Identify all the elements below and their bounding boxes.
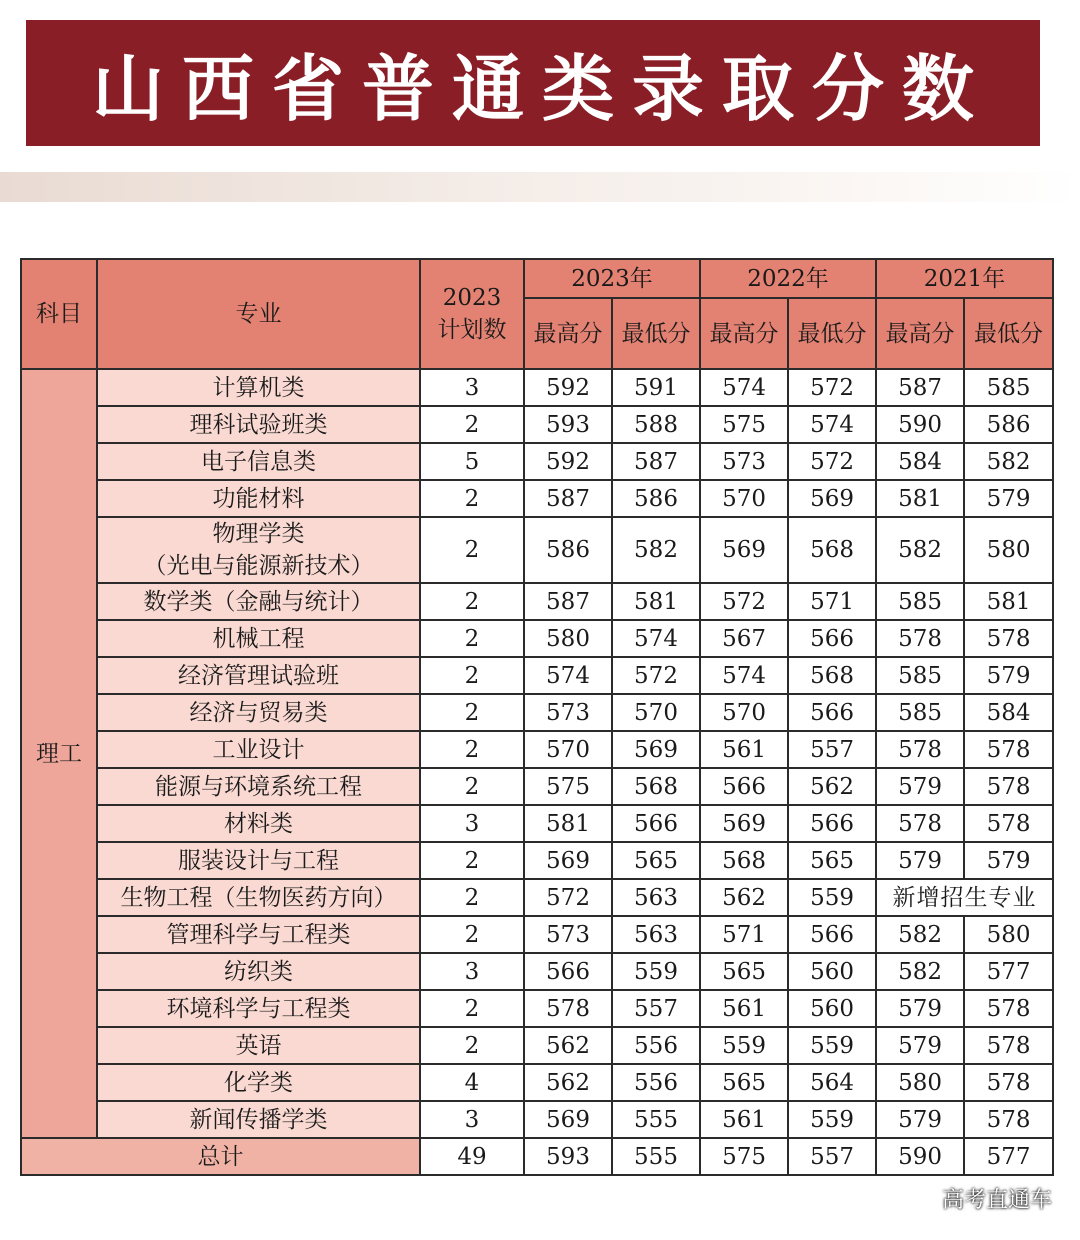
major-cell — [97, 879, 420, 916]
plan-cell: 2 — [420, 916, 524, 953]
score-cell: 566 — [788, 694, 876, 731]
score-cell: 556 — [612, 1064, 700, 1101]
score-cell: 562 — [524, 1027, 612, 1064]
score-cell: 568 — [788, 657, 876, 694]
admission-score-table — [20, 258, 1054, 1176]
score-cell: 557 — [788, 731, 876, 768]
plan-cell: 3 — [420, 1101, 524, 1138]
score-cell: 582 — [612, 517, 700, 583]
score-cell: 591 — [612, 369, 700, 406]
header-min-2021: 最低分 — [964, 298, 1053, 369]
plan-cell: 2 — [420, 480, 524, 517]
major-cell — [97, 443, 420, 480]
note-cell: 新增招生专业 — [876, 879, 1053, 916]
score-cell: 569 — [700, 517, 788, 583]
score-cell: 566 — [788, 620, 876, 657]
plan-cell: 2 — [420, 1027, 524, 1064]
score-cell: 578 — [876, 805, 964, 842]
score-cell: 566 — [788, 916, 876, 953]
score-cell: 579 — [876, 842, 964, 879]
score-cell: 566 — [700, 768, 788, 805]
score-cell: 562 — [524, 1064, 612, 1101]
major-cell — [97, 805, 420, 842]
major-cell — [97, 1027, 420, 1064]
major-name: 物理学类 （光电与能源新技术） — [143, 521, 374, 579]
major-cell — [97, 953, 420, 990]
score-cell: 578 — [964, 620, 1053, 657]
score-cell: 560 — [788, 953, 876, 990]
score-cell: 574 — [612, 620, 700, 657]
plan-cell: 2 — [420, 768, 524, 805]
score-cell: 565 — [788, 842, 876, 879]
score-cell: 579 — [964, 842, 1053, 879]
score-cell: 561 — [700, 1101, 788, 1138]
major-name: 纺织类 — [224, 958, 293, 985]
major-name: 材料类 — [224, 810, 293, 837]
score-cell: 578 — [964, 1101, 1053, 1138]
score-cell: 587 — [524, 480, 612, 517]
page-title: 山西省普通类录取分数 — [91, 47, 992, 131]
score-cell: 579 — [876, 990, 964, 1027]
major-cell — [97, 842, 420, 879]
major-cell — [97, 620, 420, 657]
table-row — [21, 583, 1053, 620]
score-cell: 578 — [964, 1064, 1053, 1101]
score-cell: 565 — [700, 1064, 788, 1101]
header-subject: 科目 — [21, 259, 97, 369]
table-row — [21, 916, 1053, 953]
score-cell: 561 — [700, 731, 788, 768]
score-cell: 585 — [876, 583, 964, 620]
table-row — [21, 657, 1053, 694]
score-cell: 570 — [612, 694, 700, 731]
plan-cell: 2 — [420, 657, 524, 694]
table-row — [21, 369, 1053, 406]
table-row — [21, 805, 1053, 842]
table-row — [21, 842, 1053, 879]
score-cell: 574 — [788, 406, 876, 443]
score-cell: 581 — [876, 480, 964, 517]
score-cell: 582 — [876, 916, 964, 953]
score-cell: 578 — [964, 805, 1053, 842]
score-cell: 571 — [788, 583, 876, 620]
major-name: 数学类（金融与统计） — [143, 588, 374, 615]
score-cell: 563 — [612, 916, 700, 953]
header-max-2023: 最高分 — [524, 298, 612, 369]
total-score: 557 — [788, 1138, 876, 1175]
score-cell: 574 — [700, 657, 788, 694]
score-cell: 572 — [788, 369, 876, 406]
major-name: 功能材料 — [212, 485, 305, 512]
score-cell: 574 — [524, 657, 612, 694]
score-cell: 559 — [788, 879, 876, 916]
score-cell: 559 — [788, 1101, 876, 1138]
plan-cell: 2 — [420, 694, 524, 731]
score-cell: 579 — [964, 480, 1053, 517]
score-cell: 582 — [876, 517, 964, 583]
score-cell: 573 — [700, 443, 788, 480]
major-cell — [97, 916, 420, 953]
header-year-2021: 2021年 — [876, 259, 1053, 298]
title-banner — [26, 20, 1040, 146]
score-cell: 569 — [612, 731, 700, 768]
plan-cell: 2 — [420, 406, 524, 443]
table-row — [21, 406, 1053, 443]
watermark: 高考直通车 — [941, 1188, 1052, 1213]
major-name: 新闻传播学类 — [189, 1106, 328, 1133]
score-cell: 561 — [700, 990, 788, 1027]
table-row — [21, 517, 1053, 583]
score-cell: 566 — [788, 805, 876, 842]
score-cell: 578 — [876, 731, 964, 768]
score-cell: 572 — [700, 583, 788, 620]
score-cell: 567 — [700, 620, 788, 657]
score-cell: 581 — [612, 583, 700, 620]
major-cell — [97, 583, 420, 620]
header-max-2022: 最高分 — [700, 298, 788, 369]
score-cell: 569 — [524, 1101, 612, 1138]
table-row — [21, 1027, 1053, 1064]
table-row — [21, 990, 1053, 1027]
score-cell: 580 — [524, 620, 612, 657]
total-plan: 49 — [420, 1138, 524, 1175]
score-cell: 577 — [964, 953, 1053, 990]
table-row — [21, 694, 1053, 731]
score-cell: 575 — [524, 768, 612, 805]
plan-cell: 2 — [420, 620, 524, 657]
score-cell: 569 — [788, 480, 876, 517]
score-cell: 586 — [964, 406, 1053, 443]
major-name: 化学类 — [224, 1069, 293, 1096]
score-cell: 568 — [788, 517, 876, 583]
decorative-divider — [0, 172, 1080, 202]
major-cell — [97, 1064, 420, 1101]
score-cell: 593 — [524, 406, 612, 443]
score-cell: 586 — [524, 517, 612, 583]
major-name: 计算机类 — [212, 374, 305, 401]
major-name: 电子信息类 — [201, 448, 316, 475]
total-score: 555 — [612, 1138, 700, 1175]
major-name: 能源与环境系统工程 — [155, 773, 362, 800]
score-cell: 587 — [612, 443, 700, 480]
score-cell: 556 — [612, 1027, 700, 1064]
score-cell: 580 — [876, 1064, 964, 1101]
plan-cell: 2 — [420, 731, 524, 768]
score-cell: 592 — [524, 369, 612, 406]
plan-cell: 2 — [420, 990, 524, 1027]
major-name: 管理科学与工程类 — [166, 921, 351, 948]
score-cell: 579 — [876, 1027, 964, 1064]
major-cell — [97, 406, 420, 443]
score-cell: 578 — [964, 1027, 1053, 1064]
major-cell — [97, 768, 420, 805]
score-cell: 572 — [612, 657, 700, 694]
score-cell: 582 — [964, 443, 1053, 480]
plan-cell: 4 — [420, 1064, 524, 1101]
score-cell: 569 — [700, 805, 788, 842]
score-cell: 578 — [964, 768, 1053, 805]
plan-cell: 3 — [420, 369, 524, 406]
plan-cell: 3 — [420, 805, 524, 842]
score-cell: 565 — [612, 842, 700, 879]
major-name: 环境科学与工程类 — [166, 995, 351, 1022]
major-cell — [97, 369, 420, 406]
score-cell: 575 — [700, 406, 788, 443]
score-cell: 570 — [700, 694, 788, 731]
score-cell: 584 — [876, 443, 964, 480]
score-cell: 581 — [964, 583, 1053, 620]
score-cell: 578 — [876, 620, 964, 657]
score-cell: 569 — [524, 842, 612, 879]
score-cell: 582 — [876, 953, 964, 990]
total-score: 593 — [524, 1138, 612, 1175]
header-max-2021: 最高分 — [876, 298, 964, 369]
table-row — [21, 953, 1053, 990]
major-name: 工业设计 — [212, 736, 305, 763]
score-cell: 570 — [700, 480, 788, 517]
score-cell: 557 — [612, 990, 700, 1027]
table-row — [21, 879, 1053, 916]
major-cell — [97, 1101, 420, 1138]
table-row — [21, 480, 1053, 517]
total-score: 577 — [964, 1138, 1053, 1175]
header-major: 专业 — [97, 259, 420, 369]
major-name: 理科试验班类 — [189, 411, 328, 438]
score-cell: 573 — [524, 694, 612, 731]
score-cell: 555 — [612, 1101, 700, 1138]
major-cell — [97, 517, 420, 583]
major-cell — [97, 480, 420, 517]
total-row — [21, 1138, 1053, 1175]
score-cell: 562 — [700, 879, 788, 916]
score-cell: 566 — [524, 953, 612, 990]
header-year-2023: 2023年 — [524, 259, 700, 298]
major-cell — [97, 694, 420, 731]
subject-cell: 理工 — [21, 369, 97, 1138]
plan-cell: 2 — [420, 583, 524, 620]
score-cell: 564 — [788, 1064, 876, 1101]
plan-cell: 3 — [420, 953, 524, 990]
plan-cell: 2 — [420, 879, 524, 916]
table-row — [21, 1064, 1053, 1101]
score-cell: 568 — [612, 768, 700, 805]
header-row-years — [21, 259, 1053, 298]
plan-cell: 2 — [420, 517, 524, 583]
score-cell: 581 — [524, 805, 612, 842]
major-name: 机械工程 — [212, 625, 305, 652]
score-cell: 579 — [876, 768, 964, 805]
score-cell: 579 — [964, 657, 1053, 694]
score-cell: 570 — [524, 731, 612, 768]
plan-cell: 2 — [420, 842, 524, 879]
score-cell: 568 — [700, 842, 788, 879]
total-score: 590 — [876, 1138, 964, 1175]
score-cell: 592 — [524, 443, 612, 480]
score-cell: 559 — [788, 1027, 876, 1064]
plan-cell: 5 — [420, 443, 524, 480]
major-cell — [97, 990, 420, 1027]
major-cell — [97, 731, 420, 768]
major-name: 英语 — [235, 1032, 282, 1059]
score-cell: 571 — [700, 916, 788, 953]
score-cell: 587 — [524, 583, 612, 620]
header-min-2022: 最低分 — [788, 298, 876, 369]
score-cell: 585 — [876, 657, 964, 694]
header-min-2023: 最低分 — [612, 298, 700, 369]
header-year-2022: 2022年 — [700, 259, 876, 298]
score-cell: 586 — [612, 480, 700, 517]
score-cell: 590 — [876, 406, 964, 443]
major-name: 经济与贸易类 — [189, 699, 328, 726]
score-cell: 585 — [876, 694, 964, 731]
score-cell: 584 — [964, 694, 1053, 731]
score-cell: 578 — [524, 990, 612, 1027]
table-row — [21, 443, 1053, 480]
score-cell: 562 — [788, 768, 876, 805]
score-cell: 565 — [700, 953, 788, 990]
score-cell: 579 — [876, 1101, 964, 1138]
total-score: 575 — [700, 1138, 788, 1175]
score-cell: 580 — [964, 517, 1053, 583]
score-cell: 573 — [524, 916, 612, 953]
table-row — [21, 768, 1053, 805]
major-name: 生物工程（生物医药方向） — [120, 884, 397, 911]
major-cell — [97, 657, 420, 694]
total-label: 总计 — [21, 1138, 420, 1175]
header-plan — [420, 259, 524, 369]
score-cell: 572 — [524, 879, 612, 916]
score-cell: 587 — [876, 369, 964, 406]
table-row — [21, 620, 1053, 657]
score-cell: 578 — [964, 990, 1053, 1027]
header-plan-text: 2023 计划数 — [437, 285, 507, 343]
score-cell: 585 — [964, 369, 1053, 406]
table-row — [21, 1101, 1053, 1138]
score-cell: 560 — [788, 990, 876, 1027]
score-cell: 559 — [700, 1027, 788, 1064]
table-row — [21, 731, 1053, 768]
major-name: 经济管理试验班 — [178, 662, 339, 689]
score-cell: 559 — [612, 953, 700, 990]
score-cell: 574 — [700, 369, 788, 406]
major-name: 服装设计与工程 — [178, 847, 339, 874]
score-cell: 588 — [612, 406, 700, 443]
score-cell: 580 — [964, 916, 1053, 953]
score-cell: 572 — [788, 443, 876, 480]
score-cell: 563 — [612, 879, 700, 916]
score-cell: 566 — [612, 805, 700, 842]
score-cell: 578 — [964, 731, 1053, 768]
